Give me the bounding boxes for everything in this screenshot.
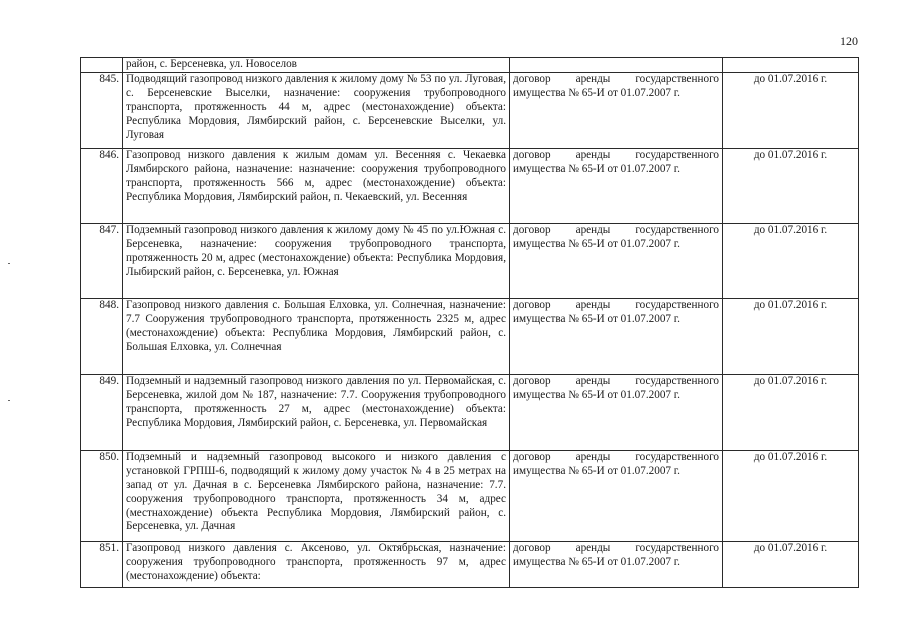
table-row — [81, 72, 859, 148]
row-term: до 01.07.2016 г. — [723, 450, 859, 541]
row-term: до 01.07.2016 г. — [723, 223, 859, 298]
property-registry-table — [80, 57, 859, 588]
row-term: до 01.07.2016 г. — [723, 374, 859, 450]
row-basis: договор аренды государственного имущества № 65-И от 01.07.2007 г. — [510, 450, 723, 541]
page-number: 120 — [840, 34, 858, 48]
row-description: Газопровод низкого давления с. Большая Елховка, ул. Солнечная, назначение: 7.7 Сооружения трубопроводного транспорта, протяженность 2325 м, адрес (местонахождение) объекта: Республика Мордовия, Лямбирский район, с. Большая Елховка, ул. Солнечная — [123, 298, 510, 374]
row-description: район, с. Берсеневка, ул. Новоселов — [123, 58, 510, 73]
row-term: до 01.07.2016 г. — [723, 72, 859, 148]
row-number: 845. — [81, 72, 123, 148]
table-row — [81, 223, 859, 298]
row-number — [81, 58, 123, 73]
row-term: до 01.07.2016 г. — [723, 298, 859, 374]
table-row-continuation — [81, 58, 859, 73]
row-number: 846. — [81, 148, 123, 223]
table-row — [81, 450, 859, 541]
row-term — [723, 58, 859, 73]
table-row — [81, 298, 859, 374]
row-basis: договор аренды государственного имущества № 65-И от 01.07.2007 г. — [510, 374, 723, 450]
row-basis: договор аренды государственного имущества № 65-И от 01.07.2007 г. — [510, 72, 723, 148]
table-row — [81, 541, 859, 587]
row-basis — [510, 58, 723, 73]
row-number: 849. — [81, 374, 123, 450]
row-description: Подземный и надземный газопровод высокого и низкого давления с установкой ГРПШ-6, подводящий к жилому дому участок № 4 в 25 метрах на запад от ул. Дачная в с. Берсеневка Лямбирского района, назначение: 7.7. сооружения трубопроводного транспорта, протяженность 34 м, адрес (местнахождение) объекта Республика Мордовия, Лямбирский район, с. Берсеневка, ул. Дачная — [123, 450, 510, 541]
table-row — [81, 148, 859, 223]
row-description: Подземный газопровод низкого давления к жилому дому № 45 по ул.Южная с. Берсеневка, назначение: сооружения трубопроводного транспорта, протяженность 20 м, адрес (местонахождение) объекта: Республика Мордовия, Лыбирский район, с. Берсеневка, ул. Южная — [123, 223, 510, 298]
row-basis: договор аренды государственного имущества № 65-И от 01.07.2007 г. — [510, 223, 723, 298]
row-description: Газопровод низкого давления к жилым домам ул. Весенняя с. Чекаевка Лямбирского района, назначение: назначение: сооружения трубопроводного транспорта, протяженность 566 м, адрес (местонахождение) объекта: Республика Мордовия, Лямбирский район, п. Чекаевский, ул. Весенняя — [123, 148, 510, 223]
table-row — [81, 374, 859, 450]
row-basis: договор аренды государственного имущества № 65-И от 01.07.2007 г. — [510, 298, 723, 374]
row-description: Подводящий газопровод низкого давления к жилому дому № 53 по ул. Луговая, с. Берсеневские Выселки, назначение: сооружения трубопроводного транспорта, протяженность 44 м, адрес (местонахождение) объекта: Республика Мордовия, Лямбирский район, с. Берсеневские Выселки, ул. Луговая — [123, 72, 510, 148]
row-term: до 01.07.2016 г. — [723, 541, 859, 587]
row-description: Газопровод низкого давления с. Аксеново, ул. Октябрьская, назначение: сооружения трубопроводного транспорта, протяженность 97 м, адрес (местонахождение) объекта: — [123, 541, 510, 587]
row-number: 848. — [81, 298, 123, 374]
row-description: Подземный и надземный газопровод низкого давления по ул. Первомайская, с. Берсеневка, жилой дом № 187, назначение: 7.7. Сооружения трубопроводного транспорта, протяженность 27 м, адрес (местонахождение) объекта: Республика Мордовия, Лямбирский район, с. Берсеневка, ул. Первомайская — [123, 374, 510, 450]
row-number: 850. — [81, 450, 123, 541]
row-term: до 01.07.2016 г. — [723, 148, 859, 223]
row-basis: договор аренды государственного имущества № 65-И от 01.07.2007 г. — [510, 541, 723, 587]
row-number: 851. — [81, 541, 123, 587]
scan-speck — [8, 263, 10, 264]
row-number: 847. — [81, 223, 123, 298]
scan-speck — [8, 400, 10, 401]
row-basis: договор аренды государственного имущества № 65-И от 01.07.2007 г. — [510, 148, 723, 223]
